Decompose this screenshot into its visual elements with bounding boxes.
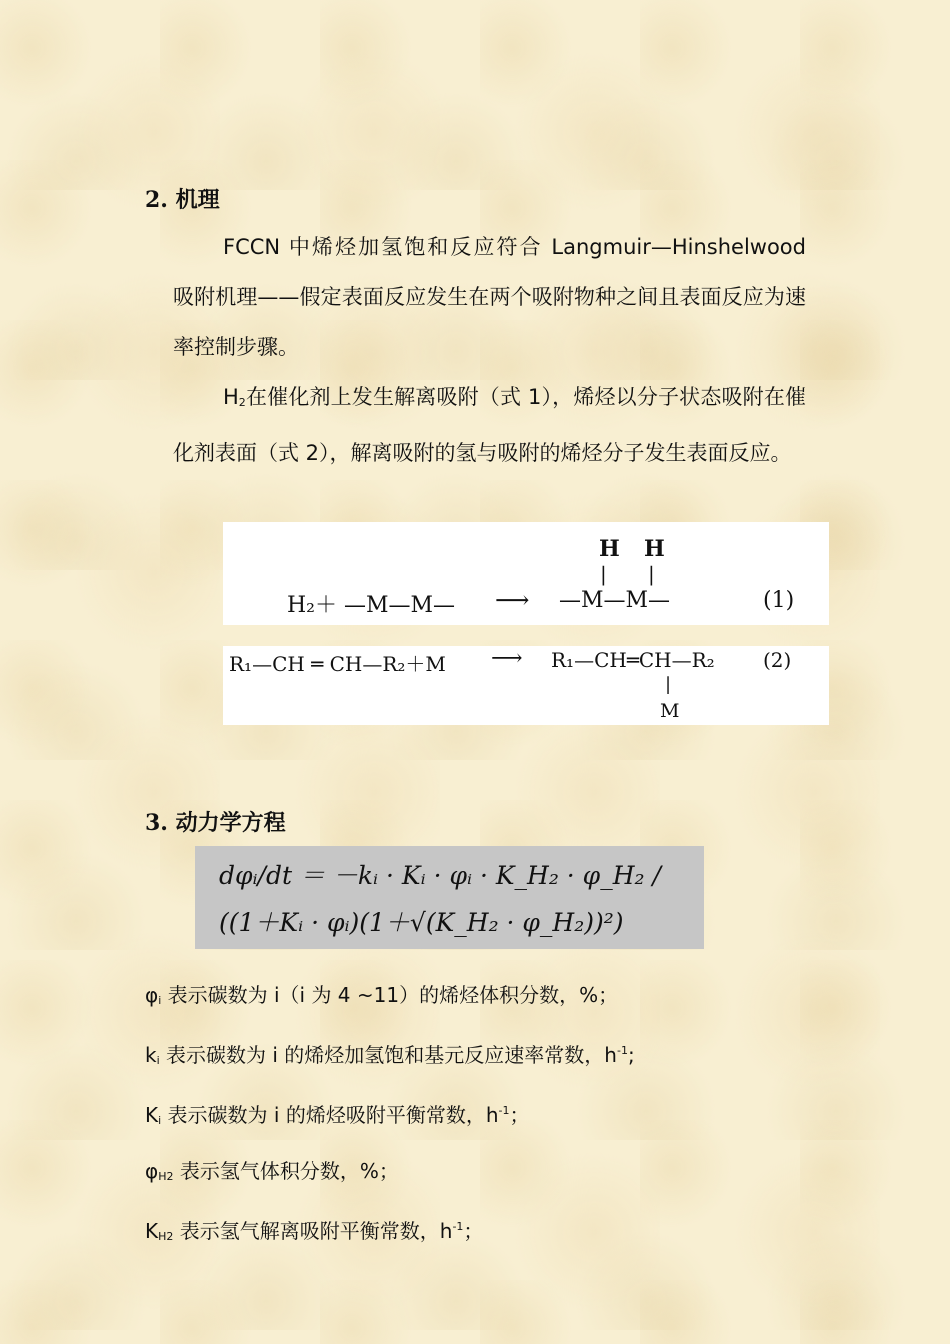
definition-k-i: $k_i$ 表示碳数为 i 的烯烃加氢饱和基元反应速率常数，$h^{-1}$; xyxy=(145,1043,635,1067)
eq1-h-right: H xyxy=(644,536,665,562)
eq2-lhs: R₁—CH ═ CH—R₂＋M xyxy=(229,652,446,676)
kinetic-equation-line-1: dφᵢ/dt ＝ －kᵢ · Kᵢ · φᵢ · K_H₂ · φ_H₂ / xyxy=(219,861,661,890)
eq1-bond-left: | xyxy=(600,562,607,586)
definition-K-h2: $K_{H2}$ 表示氢气解离吸附平衡常数，$h^{-1}$； xyxy=(145,1219,484,1243)
eq1-h-left: H xyxy=(599,536,620,562)
section-2-title: 2. 机理 xyxy=(145,187,220,213)
eq1-arrow: ⟶ xyxy=(495,586,530,614)
section-3-title: 3. 动力学方程 xyxy=(145,810,286,836)
mechanism-paragraph-2: $H_2$在催化剂上发生解离吸附（式 1），烯烃以分子状态吸附在催化剂表面（式 2），解离吸附的氢与吸附的烯烃分子发生表面反应。 xyxy=(173,385,806,465)
eq2-m: M xyxy=(660,700,680,722)
eq1-number: (1) xyxy=(763,588,795,613)
eq1-rhs: —M—M— xyxy=(559,588,671,613)
eq2-bond: | xyxy=(665,674,672,695)
mechanism-paragraph-1: FCCN 中烯烃加氢饱和反应符合 Langmuir—Hinshelwood 吸附机理——假定表面反应发生在两个吸附物种之间且表面反应为速率控制步骤。 xyxy=(173,235,806,359)
definition-phi-i: $\varphi_i$ 表示碳数为 i（i 为 4 ~11）的烯烃体积分数，%； xyxy=(145,983,619,1007)
kinetic-equation-image xyxy=(195,846,704,949)
mechanism-text xyxy=(173,222,806,478)
definition-K-i: $K_i$ 表示碳数为 i 的烯烃吸附平衡常数，$h^{-1}$； xyxy=(145,1103,530,1127)
eq2-number: (2) xyxy=(763,648,792,672)
equation-2-image xyxy=(223,646,829,725)
definition-phi-h2: $\varphi_{H2}$ 表示氢气体积分数，%； xyxy=(145,1159,399,1183)
kinetic-equation-line-2: ((1＋Kᵢ · φᵢ)(1＋√(K_H₂ · φ_H₂))²) xyxy=(219,908,624,937)
equation-1-image xyxy=(223,522,829,625)
eq1-bond-right: | xyxy=(648,562,655,586)
eq2-rhs: R₁—CH═CH—R₂ xyxy=(551,648,715,672)
eq1-lhs: H₂＋ —M—M— xyxy=(287,593,456,618)
eq2-arrow: ⟶ xyxy=(491,646,523,671)
symbol-definitions xyxy=(145,970,635,1262)
